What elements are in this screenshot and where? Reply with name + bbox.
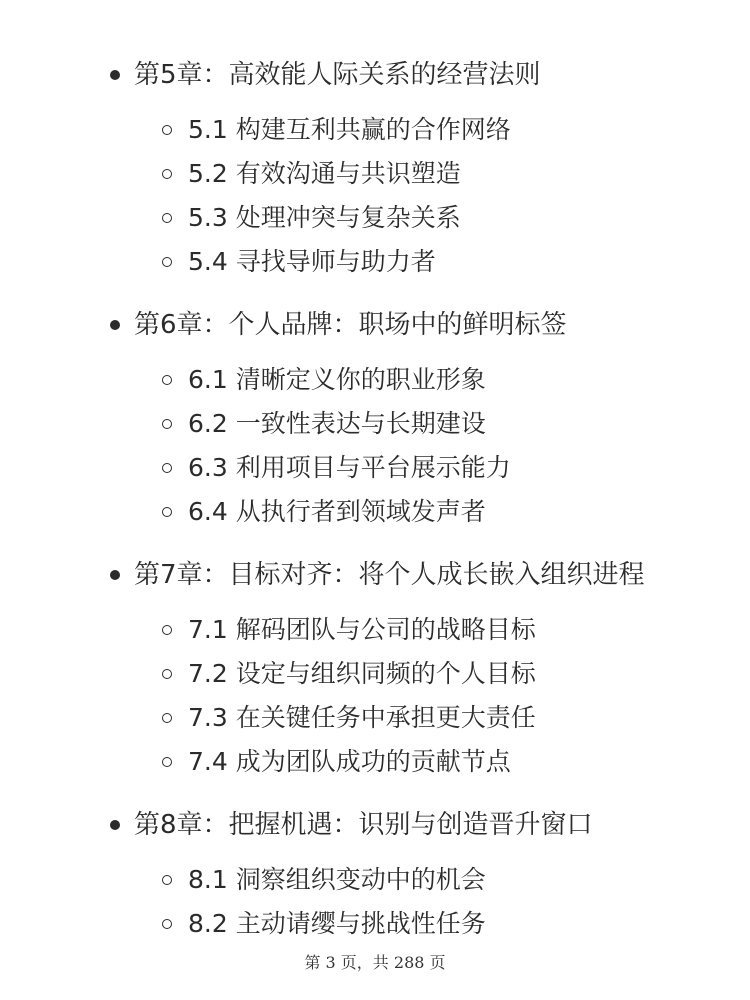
section-title: 6.4 从执行者到领域发声者 <box>188 497 486 526</box>
section-list <box>0 602 750 798</box>
section-list <box>0 352 750 548</box>
chapter-title: 第6章：个人品牌：职场中的鲜明标签 <box>134 310 567 340</box>
bullet-circle-icon <box>162 463 172 473</box>
section-title: 5.4 寻找导师与助力者 <box>188 247 436 276</box>
chapter-6 <box>0 298 750 548</box>
list-item <box>0 608 750 652</box>
list-item <box>0 152 750 196</box>
section-title: 8.1 洞察组织变动中的机会 <box>188 865 486 894</box>
bullet-circle-icon <box>162 625 172 635</box>
page-number-label: 第 3 页，共 288 页 <box>304 953 446 972</box>
bullet-circle-icon <box>162 125 172 135</box>
bullet-disc-icon <box>110 570 120 580</box>
section-title: 7.2 设定与组织同频的个人目标 <box>188 659 536 688</box>
section-title: 6.1 清晰定义你的职业形象 <box>188 365 486 394</box>
chapter-title: 第7章：目标对齐：将个人成长嵌入组织进程 <box>134 560 645 590</box>
chapter-heading <box>0 298 750 352</box>
bullet-disc-icon <box>110 70 120 80</box>
chapter-title: 第5章：高效能人际关系的经营法则 <box>134 60 541 90</box>
bullet-circle-icon <box>162 875 172 885</box>
section-title: 7.3 在关键任务中承担更大责任 <box>188 703 536 732</box>
bullet-disc-icon <box>110 320 120 330</box>
section-title: 7.1 解码团队与公司的战略目标 <box>188 615 536 644</box>
section-title: 5.2 有效沟通与共识塑造 <box>188 159 461 188</box>
bullet-circle-icon <box>162 713 172 723</box>
chapter-heading <box>0 548 750 602</box>
list-item <box>0 108 750 152</box>
chapter-5 <box>0 48 750 298</box>
section-title: 6.3 利用项目与平台展示能力 <box>188 453 511 482</box>
section-title: 5.3 处理冲突与复杂关系 <box>188 203 461 232</box>
bullet-circle-icon <box>162 169 172 179</box>
list-item <box>0 740 750 784</box>
list-item <box>0 446 750 490</box>
list-item <box>0 402 750 446</box>
list-item <box>0 490 750 534</box>
list-item <box>0 358 750 402</box>
list-item <box>0 240 750 284</box>
bullet-circle-icon <box>162 757 172 767</box>
bullet-circle-icon <box>162 669 172 679</box>
chapter-title: 第8章：把握机遇：识别与创造晋升窗口 <box>134 810 593 840</box>
bullet-circle-icon <box>162 919 172 929</box>
bullet-circle-icon <box>162 419 172 429</box>
section-title: 8.2 主动请缨与挑战性任务 <box>188 909 486 938</box>
chapter-8 <box>0 798 750 960</box>
chapter-heading <box>0 48 750 102</box>
bullet-circle-icon <box>162 375 172 385</box>
section-list <box>0 102 750 298</box>
chapter-7 <box>0 548 750 798</box>
bullet-circle-icon <box>162 213 172 223</box>
list-item <box>0 902 750 946</box>
section-list <box>0 852 750 960</box>
table-of-contents <box>0 48 750 960</box>
section-title: 7.4 成为团队成功的贡献节点 <box>188 747 511 776</box>
chapter-heading <box>0 798 750 852</box>
bullet-disc-icon <box>110 820 120 830</box>
list-item <box>0 858 750 902</box>
section-title: 5.1 构建互利共赢的合作网络 <box>188 115 511 144</box>
bullet-circle-icon <box>162 257 172 267</box>
list-item <box>0 196 750 240</box>
section-title: 6.2 一致性表达与长期建设 <box>188 409 486 438</box>
list-item <box>0 696 750 740</box>
list-item <box>0 652 750 696</box>
bullet-circle-icon <box>162 507 172 517</box>
page-footer <box>0 950 750 973</box>
